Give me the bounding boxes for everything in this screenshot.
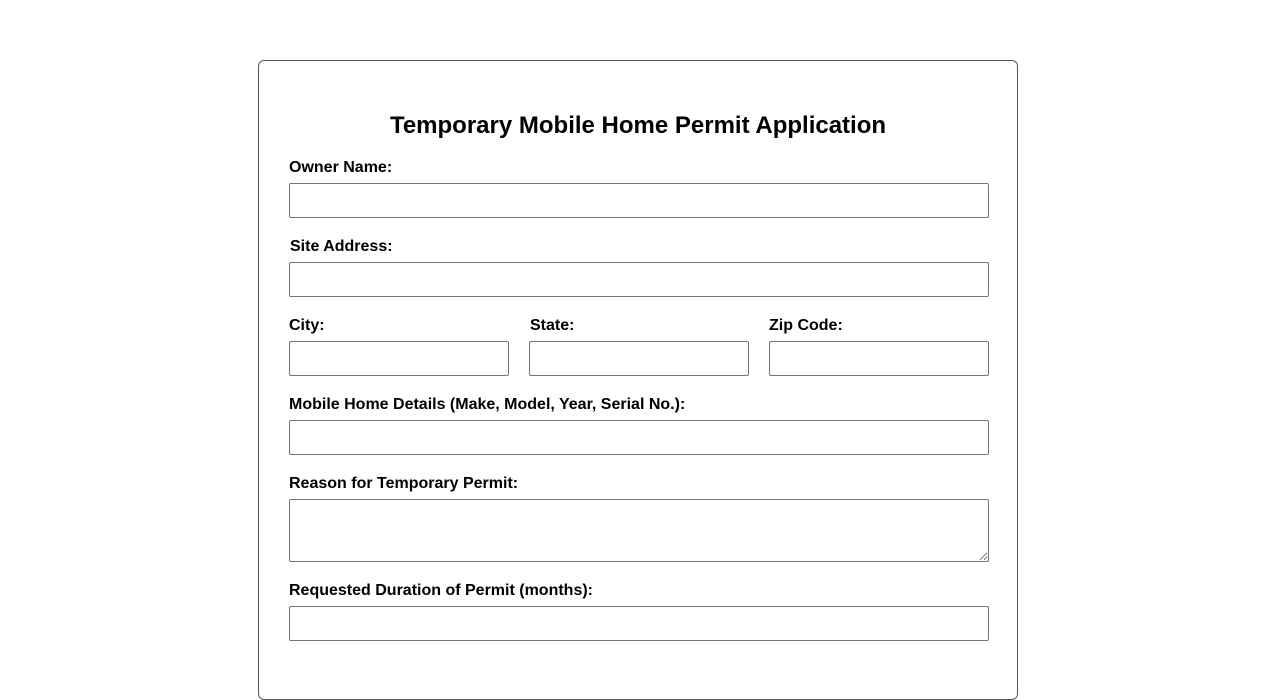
state-input[interactable] (529, 341, 749, 376)
site-address-input[interactable] (289, 262, 989, 297)
zip-code-input[interactable] (769, 341, 989, 376)
state-label: State: (530, 317, 575, 334)
reason-textarea[interactable] (289, 499, 989, 562)
owner-name-input[interactable] (289, 183, 989, 218)
owner-name-label: Owner Name: (289, 159, 393, 176)
mobile-home-details-input[interactable] (289, 420, 989, 455)
form-title: Temporary Mobile Home Permit Application (389, 112, 887, 139)
duration-input[interactable] (289, 606, 989, 641)
reason-label: Reason for Temporary Permit: (289, 475, 519, 492)
mobile-home-details-label: Mobile Home Details (Make, Model, Year, Serial No.): (289, 396, 686, 413)
city-label: City: (289, 317, 325, 334)
city-input[interactable] (289, 341, 509, 376)
zip-code-label: Zip Code: (769, 317, 843, 334)
permit-form-card (258, 60, 1018, 700)
duration-label: Requested Duration of Permit (months): (289, 582, 594, 599)
site-address-label: Site Address: (290, 238, 393, 255)
